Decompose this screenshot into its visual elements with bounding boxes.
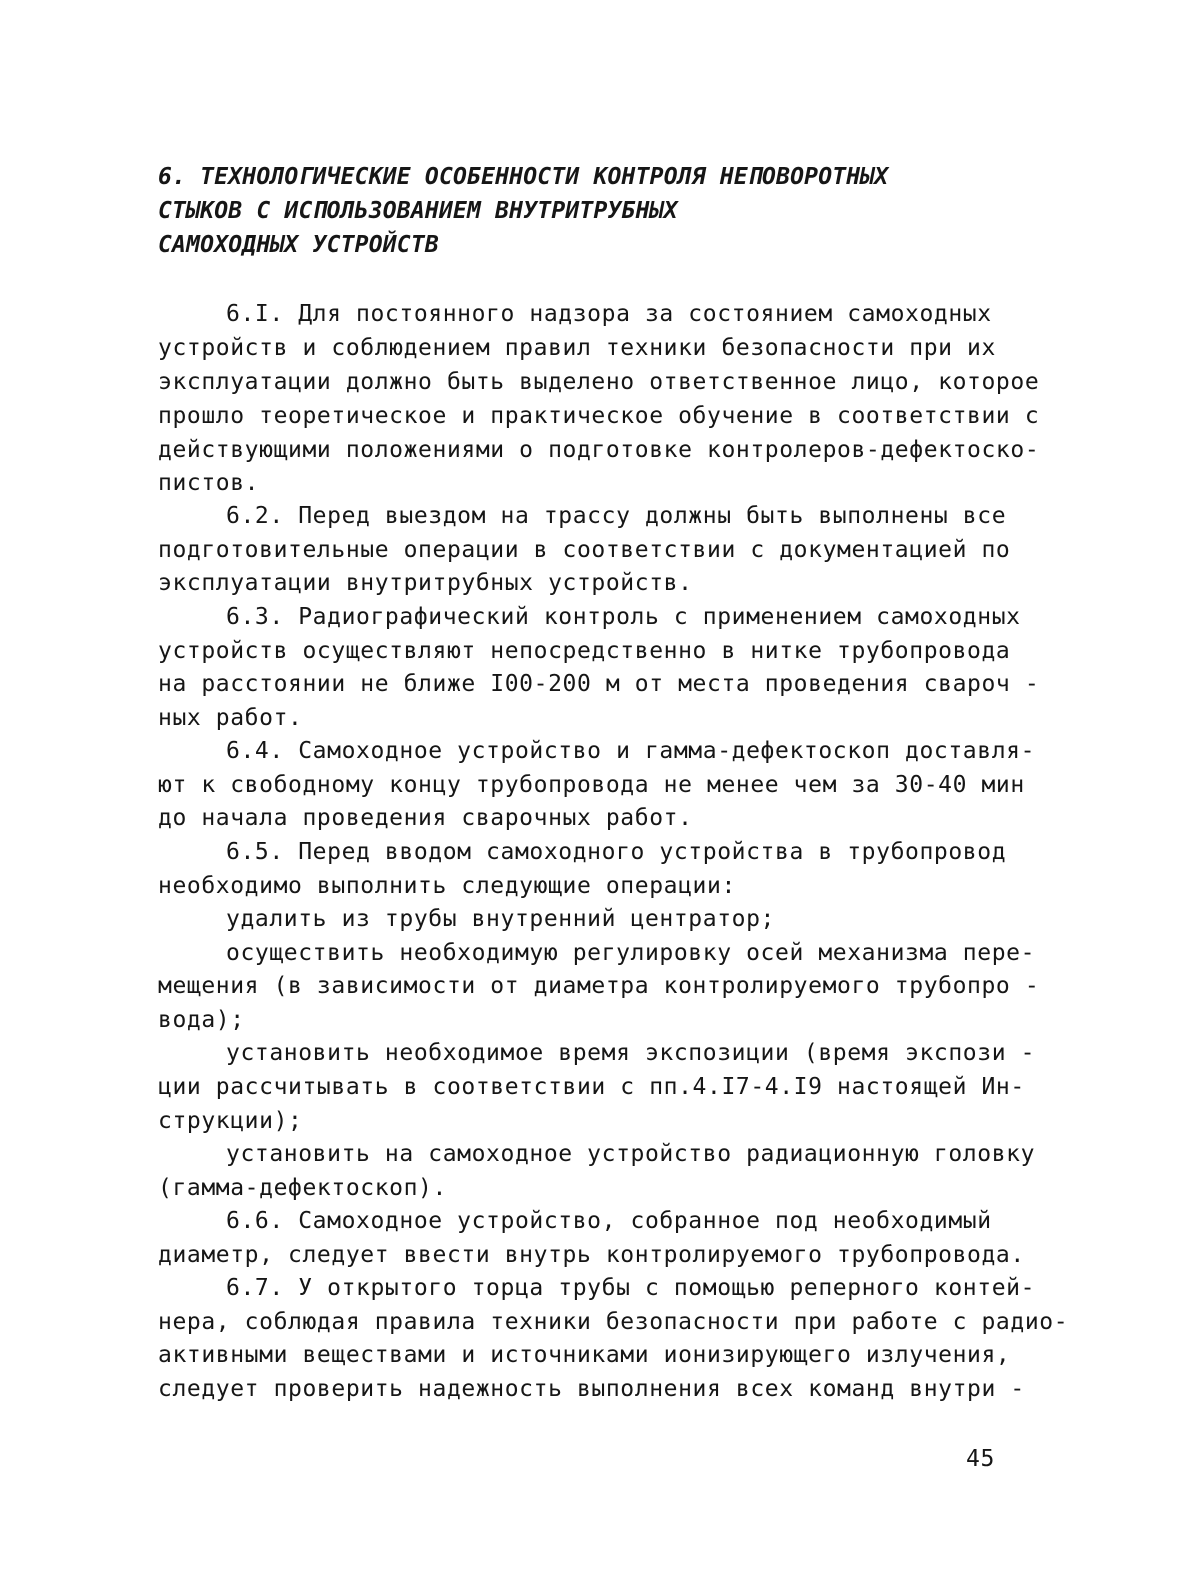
paragraph-6-7-line: 6.7. У открытого торца трубы с помощью реперного контей- — [226, 1275, 1036, 1301]
paragraph-6-1-line: 6.I. Для постоянного надзора за состоянием самоходных — [226, 301, 992, 327]
paragraph-6-5-line: необходимо выполнить следующие операции: — [158, 873, 736, 899]
paragraph-6-3-line: ных работ. — [158, 705, 303, 731]
paragraph-6-2-line: 6.2. Перед выездом на трассу должны быть выполнены все — [226, 503, 1007, 529]
paragraph-6-3-line: 6.3. Радиографический контроль с применением самоходных — [226, 604, 1021, 630]
paragraph-6-4-line: ют к свободному концу трубопровода не менее чем за 30-40 мин — [158, 772, 1025, 798]
paragraph-6-5-item: мещения (в зависимости от диаметра контролируемого трубопро - — [158, 973, 1040, 999]
paragraph-6-3-line: устройств осуществляют непосредственно в нитке трубопровода — [158, 638, 1011, 664]
paragraph-6-5-item: установить необходимое время экспозиции (время экспози - — [226, 1040, 1036, 1066]
paragraph-6-5-item: удалить из трубы внутренний центратор; — [226, 906, 775, 932]
paragraph-6-5-item: (гамма-дефектоскоп). — [158, 1175, 447, 1201]
paragraph-6-2-line: подготовительные операции в соответствии с документацией по — [158, 537, 1011, 563]
paragraph-6-5-item: струкции); — [158, 1108, 303, 1134]
paragraph-6-5-item: ции рассчитывать в соответствии с пп.4.I7-4.I9 настоящей Ин- — [158, 1074, 1025, 1100]
heading-line: САМОХОДНЫХ УСТРОЙСТВ — [158, 232, 439, 258]
paragraph-6-6-line: диаметр, следует ввести внутрь контролируемого трубопровода. — [158, 1242, 1025, 1268]
paragraph-6-5-line: 6.5. Перед вводом самоходного устройства в трубопровод — [226, 839, 1007, 865]
paragraph-6-1-line: пистов. — [158, 470, 260, 496]
paragraph-6-6-line: 6.6. Самоходное устройство, собранное под необходимый — [226, 1208, 992, 1234]
paragraph-6-7-line: нера, соблюдая правила техники безопасности при работе с радио- — [158, 1309, 1069, 1335]
paragraph-6-7-line: активными веществами и источниками ионизирующего излучения, — [158, 1342, 1011, 1368]
page-number: 45 — [966, 1446, 995, 1472]
paragraph-6-1-line: эксплуатации должно быть выделено ответственное лицо, которое — [158, 369, 1040, 395]
paragraph-6-5-item: установить на самоходное устройство радиационную головку — [226, 1141, 1036, 1167]
paragraph-6-1-line: прошло теоретическое и практическое обучение в соответствии с — [158, 403, 1040, 429]
paragraph-6-4-line: 6.4. Самоходное устройство и гамма-дефектоскоп доставля- — [226, 738, 1036, 764]
heading-line: СТЫКОВ С ИСПОЛЬЗОВАНИЕМ ВНУТРИТРУБНЫХ — [158, 198, 678, 224]
paragraph-6-1-line: устройств и соблюдением правил техники безопасности при их — [158, 335, 996, 361]
paragraph-6-7-line: следует проверить надежность выполнения всех команд внутри - — [158, 1376, 1025, 1402]
heading-line: 6. ТЕХНОЛОГИЧЕСКИЕ ОСОБЕННОСТИ КОНТРОЛЯ НЕПОВОРОТНЫХ — [158, 164, 889, 190]
paragraph-6-4-line: до начала проведения сварочных работ. — [158, 805, 693, 831]
paragraph-6-3-line: на расстоянии не ближе I00-200 м от места проведения свароч - — [158, 671, 1040, 697]
paragraph-6-2-line: эксплуатации внутритрубных устройств. — [158, 570, 693, 596]
paragraph-6-5-item: осуществить необходимую регулировку осей механизма пере- — [226, 940, 1036, 966]
paragraph-6-1-line: действующими положениями о подготовке контролеров-дефектоско- — [158, 437, 1040, 463]
paragraph-6-5-item: вода); — [158, 1007, 245, 1033]
